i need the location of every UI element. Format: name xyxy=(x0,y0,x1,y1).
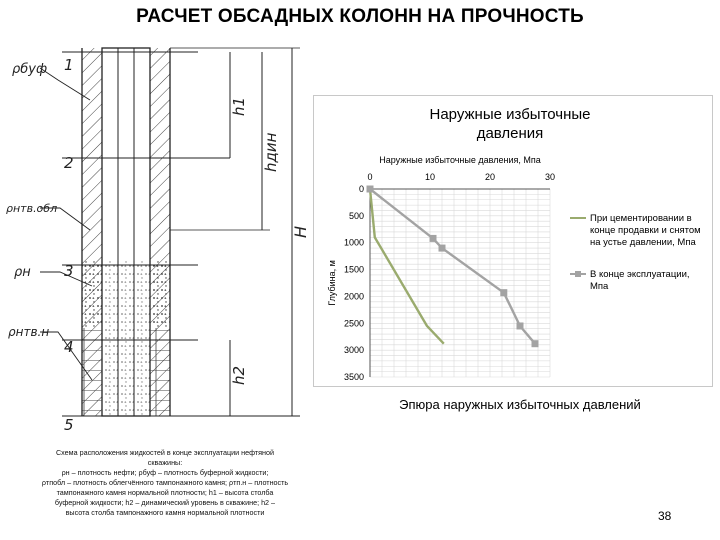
series-2-point xyxy=(439,245,446,252)
y-tick-label: 500 xyxy=(348,210,364,221)
y-tick-label: 3000 xyxy=(343,345,364,356)
series-2-point xyxy=(517,322,524,329)
x-tick-label: 0 xyxy=(367,172,373,182)
desc-line: ρн – плотность нефти; ρбуф – плотность буферной жидкости; xyxy=(61,468,269,477)
dim-H: H xyxy=(291,225,310,238)
y-tick-label: 2500 xyxy=(343,318,364,329)
desc-line: скважины: xyxy=(147,458,183,467)
y-tick-label: 1000 xyxy=(343,237,364,248)
x-axis-title: Наружные избыточные давления, Мпа xyxy=(379,155,541,165)
y-tick-label: 3500 xyxy=(343,372,364,382)
legend-swatch xyxy=(570,217,586,219)
level-3: 3 xyxy=(64,262,74,280)
dim-h2: h2 xyxy=(230,365,248,385)
x-tick-label: 10 xyxy=(424,172,436,182)
chart-title-line2: давления xyxy=(476,125,544,142)
y-axis-title: Глубина, м xyxy=(327,260,337,306)
desc-line: тампонажного камня нормальной плотности; h1 – высота столба xyxy=(56,488,274,497)
cement-light-left xyxy=(82,260,102,328)
desc-line: Схема расположения жидкостей в конце эксплуатации нефтяной xyxy=(55,448,275,457)
legend-label: При цементировании в конце продавки и снятом на устье давлении, Мпа xyxy=(590,213,701,248)
legend-swatch xyxy=(570,273,586,275)
chart-caption: Эпюра наружных избыточных давлений xyxy=(399,397,641,412)
slide-title: РАСЧЕТ ОБСАДНЫХ КОЛОНН НА ПРОЧНОСТЬ xyxy=(136,6,584,27)
plot-area xyxy=(370,189,550,377)
desc-line: ρтпобл – плотность облегчённого тампонажного камня; ρтп.н – плотность xyxy=(41,478,289,487)
label-rho-buf: ρбуф xyxy=(12,62,48,77)
chart-title: Наружные избыточные xyxy=(429,106,591,123)
level-5: 5 xyxy=(64,416,74,434)
page-number: 38 xyxy=(658,509,672,523)
level-4: 4 xyxy=(64,338,74,356)
well-scheme xyxy=(0,40,310,435)
x-tick-label: 20 xyxy=(484,172,496,182)
series-2-point xyxy=(532,340,539,347)
y-tick-label: 0 xyxy=(358,184,364,194)
level-1: 1 xyxy=(64,56,74,74)
cement-normal-left xyxy=(82,328,102,416)
series-2-point xyxy=(430,235,437,242)
series-2-point xyxy=(367,186,374,193)
series-2-point xyxy=(500,289,507,296)
cement-light-right xyxy=(150,260,170,328)
desc-line: буферной жидкости; h2 – динамический уровень в скважине; h2 – xyxy=(54,498,276,507)
cement-normal-right xyxy=(150,328,170,416)
y-tick-label: 1500 xyxy=(343,264,364,275)
scheme-description xyxy=(10,448,320,518)
y-tick-label: 2000 xyxy=(343,291,364,302)
level-2: 2 xyxy=(64,154,74,172)
dim-h1: h1 xyxy=(230,96,248,116)
legend-marker xyxy=(575,271,581,277)
legend-label: В конце эксплуатации, Мпа xyxy=(590,269,690,292)
dim-hdin: hдин xyxy=(262,132,280,172)
x-tick-label: 30 xyxy=(544,172,556,182)
label-rho-oil: ρн xyxy=(14,265,31,280)
desc-line: высота столба тампонажного камня нормальной плотности xyxy=(65,508,265,517)
label-rho-light-cement: ρнтв.обл xyxy=(6,202,58,215)
label-rho-normal-cement: ρнтв.н xyxy=(8,325,50,339)
